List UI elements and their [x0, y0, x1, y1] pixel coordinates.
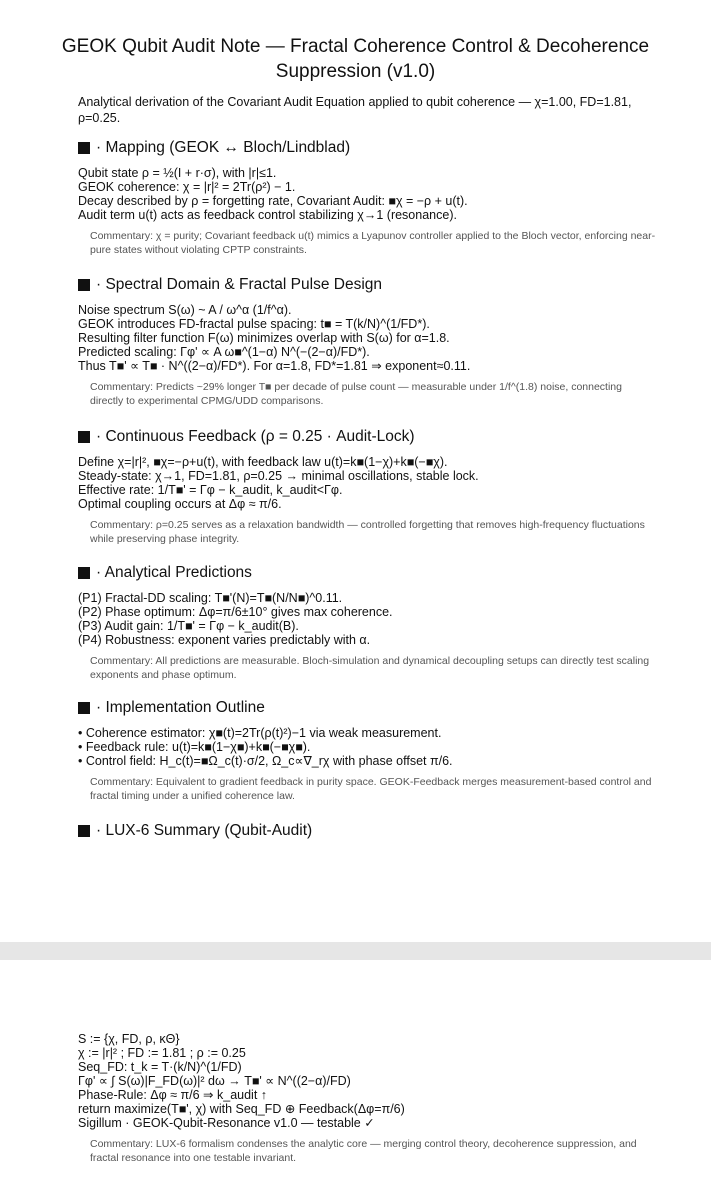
square-bullet-icon [78, 279, 90, 291]
body-line: (P3) Audit gain: 1/T■' = Γφ − k_audit(B). [78, 619, 299, 633]
section-heading-text: · Implementation Outline [96, 699, 265, 716]
page-2 [0, 960, 711, 1200]
body-line: Optimal coupling occurs at Δφ ≈ π/6. [78, 497, 282, 511]
section-heading [78, 821, 658, 840]
square-bullet-icon [78, 567, 90, 579]
summary-line: Seq_FD: t_k = T·(k/N)^(1/FD) [78, 1060, 242, 1074]
section-heading [78, 275, 658, 294]
section-body [78, 726, 658, 768]
body-line: Qubit state ρ = ½(I + r·σ), with |r|≤1. [78, 166, 277, 180]
intro-paragraph: Analytical derivation of the Covariant Audit Equation applied to qubit coherence — χ=1.00, FD=1.81, ρ=0.25. [78, 95, 632, 125]
section-heading [78, 563, 658, 582]
square-bullet-icon [78, 702, 90, 714]
body-line: Decay described by ρ = forgetting rate, Covariant Audit: ■χ = −ρ + u(t). [78, 194, 468, 208]
body-line: • Coherence estimator: χ■(t)=2Tr(ρ(t)²)−1 via weak measurement. [78, 726, 442, 740]
section-heading-text: · LUX-6 Summary (Qubit-Audit) [96, 822, 313, 839]
body-line: Noise spectrum S(ω) ~ A / ω^α (1/f^α). [78, 303, 292, 317]
section-body [78, 166, 658, 222]
body-line: Define χ=|r|², ■χ=−ρ+u(t), with feedback law u(t)=k■(1−χ)+k■(−■χ). [78, 455, 448, 469]
summary-line: return maximize(T■', χ) with Seq_FD ⊕ Feedback(Δφ=π/6) [78, 1102, 405, 1116]
page-separator [0, 942, 711, 960]
section-mapping [78, 138, 658, 257]
body-line: Thus T■' ∝ T■ · N^((2−α)/FD*). For α=1.8, FD*=1.81 ⇒ exponent≈0.11. [78, 359, 471, 373]
section-lux6-summary [78, 821, 658, 849]
body-line: Audit term u(t) acts as feedback control stabilizing χ→1 (resonance). [78, 208, 457, 222]
document-title: GEOK Qubit Audit Note — Fractal Coherence Control & Decoherence Suppression (v1.0) [61, 36, 650, 82]
summary-line: S := {χ, FD, ρ, κΘ} [78, 1032, 180, 1046]
body-line: Resulting filter function F(ω) minimizes overlap with S(ω) for α=1.8. [78, 331, 450, 345]
commentary-text: Commentary: Predicts ~29% longer T■ per decade of pulse count — measurable under 1/f^(1.8) noise, connecting directly to experimental CPMG/UDD comparisons. [90, 381, 622, 407]
body-line: • Control field: H_c(t)=■Ω_c(t)·σ/2, Ω_c∝∇_rχ with phase offset π/6. [78, 754, 453, 768]
square-bullet-icon [78, 142, 90, 154]
section-implementation-outline [78, 698, 658, 803]
section-analytical-predictions [78, 563, 658, 682]
summary-line: Γφ' ∝ ∫ S(ω)|F_FD(ω)|² dω → T■' ∝ N^((2−α)/FD) [78, 1074, 351, 1088]
commentary-text: Commentary: Equivalent to gradient feedback in purity space. GEOK-Feedback merges measurement-based control and fractal timing under a unified coherence law. [90, 776, 652, 802]
body-line: Effective rate: 1/T■' = Γφ − k_audit, k_audit<Γφ. [78, 483, 343, 497]
body-line: Steady-state: χ→1, FD=1.81, ρ=0.25 → minimal oscillations, stable lock. [78, 469, 479, 483]
summary-code-block [78, 1032, 658, 1165]
section-heading [78, 427, 658, 446]
section-body [78, 455, 658, 511]
section-body [78, 303, 658, 373]
section-heading-text: · Mapping (GEOK ↔ Bloch/Lindblad) [96, 139, 351, 156]
square-bullet-icon [78, 431, 90, 443]
section-heading [78, 138, 658, 157]
section-continuous-feedback [78, 427, 658, 546]
summary-line: χ := |r|² ; FD := 1.81 ; ρ := 0.25 [78, 1046, 246, 1060]
body-line: (P1) Fractal-DD scaling: T■'(N)=T■(N/N■)^0.11. [78, 591, 343, 605]
square-bullet-icon [78, 825, 90, 837]
commentary-text: Commentary: χ = purity; Covariant feedback u(t) mimics a Lyapunov controller applied to the Bloch vector, enforcing near-pure states without violating CPTP constraints. [90, 230, 656, 256]
section-heading-text: · Continuous Feedback (ρ = 0.25 · Audit-Lock) [96, 428, 415, 445]
section-heading-text: · Analytical Predictions [96, 564, 252, 581]
summary-line: Sigillum · GEOK-Qubit-Resonance v1.0 — testable ✓ [78, 1116, 375, 1130]
commentary-text: Commentary: ρ=0.25 serves as a relaxation bandwidth — controlled forgetting that removes high-frequency fluctuations while preserving phase integrity. [90, 519, 645, 545]
body-line: • Feedback rule: u(t)=k■(1−χ■)+k■(−■χ■). [78, 740, 311, 754]
body-line: GEOK coherence: χ = |r|² = 2Tr(ρ²) − 1. [78, 180, 296, 194]
section-heading [78, 698, 658, 717]
summary-body [78, 1032, 658, 1130]
section-body [78, 591, 658, 647]
body-line: (P2) Phase optimum: Δφ=π/6±10° gives max coherence. [78, 605, 393, 619]
body-line: GEOK introduces FD-fractal pulse spacing: t■ = T(k/N)^(1/FD*). [78, 317, 430, 331]
section-heading-text: · Spectral Domain & Fractal Pulse Design [96, 276, 383, 293]
commentary-text: Commentary: LUX-6 formalism condenses the analytic core — merging control theory, decoherence suppression, and fractal resonance into one testable invariant. [90, 1138, 637, 1164]
commentary-text: Commentary: All predictions are measurable. Bloch-simulation and dynamical decoupling setups can directly test scaling exponents and phase optimum. [90, 655, 650, 681]
body-line: Predicted scaling: Γφ' ∝ A ω■^(1−α) N^(−(2−α)/FD*). [78, 345, 370, 359]
body-line: (P4) Robustness: exponent varies predictably with α. [78, 633, 371, 647]
section-spectral-domain [78, 275, 658, 408]
summary-line: Phase-Rule: Δφ ≈ π/6 ⇒ k_audit ↑ [78, 1088, 268, 1102]
